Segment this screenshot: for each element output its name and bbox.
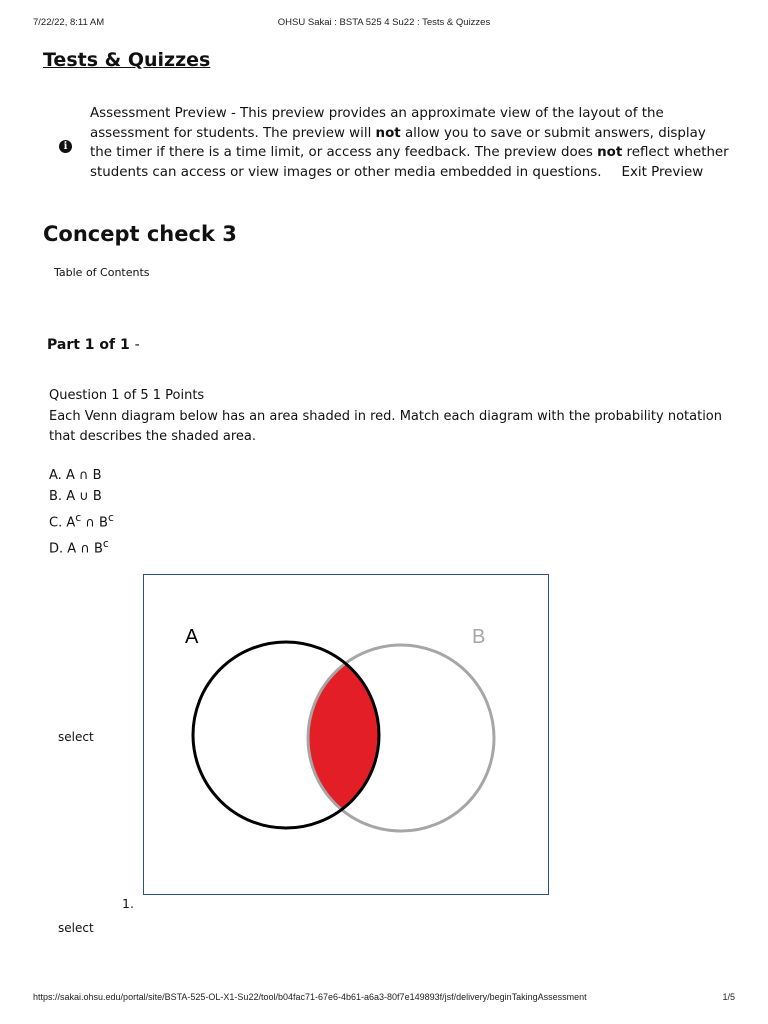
venn-diagram-svg [144,575,548,894]
print-footer [0,992,768,1006]
question-text: Each Venn diagram below has an area shaded in red. Match each diagram with the probability notation that describes the shaded area. [49,409,723,444]
question-meta: Question 1 of 5 1 Points [49,388,205,403]
print-url: https://sakai.ohsu.edu/portal/site/BSTA-525-OL-X1-Su22/tool/b04fac71-67e6-4b61-a6a3-80f7e149893f/jsf/delivery/beginTakingAssessment [33,992,587,1002]
notice-bold-not-2: not [597,145,623,160]
notice-text-3: reflect whether students can access or view images or other media embedded in questions. [90,145,729,180]
info-icon: i [59,140,72,153]
notice-bold-not-1: not [375,125,401,141]
tool-title: Tests & Quizzes [43,49,211,71]
table-of-contents-link[interactable]: Table of Contents [54,266,150,279]
choice-d: D. A ∩ $B^c$ [49,537,109,557]
item-number-1: 1. [122,896,134,911]
part-separator: - [134,337,140,353]
print-datetime: 7/22/22, 8:11 AM [33,17,105,28]
assessment-title: Concept check 3 [43,222,237,246]
exit-preview-link[interactable]: Exit Preview [621,164,704,180]
choice-a: A. A ∩ B [49,468,102,483]
notice-text-2: allow you to save or submit answers, display the timer if there is a time limit, or access any feedback. The preview does [90,125,706,160]
venn-label-b: B [472,626,486,648]
print-header [0,17,768,31]
part-heading [47,337,140,353]
print-page-title: OHSU Sakai : BSTA 525 4 Su22 : Tests & Quizzes [277,17,491,28]
preview-notice [90,104,730,182]
notice-text-1: Assessment Preview - This preview provides an approximate view of the layout of the assessment for students. The preview will [90,106,664,141]
answer-choices [49,465,114,560]
match-select-1[interactable]: select [58,730,94,744]
print-page-number: 1/5 [722,992,735,1002]
choice-b: B. A ∪ B [49,489,102,504]
venn-label-a: A [185,626,199,648]
match-select-2[interactable]: select [58,921,94,935]
choice-c: C. $A^c$ ∩ $B^c$ [49,511,114,531]
venn-diagram-1 [143,574,549,895]
part-label: Part 1 of 1 [47,337,130,353]
